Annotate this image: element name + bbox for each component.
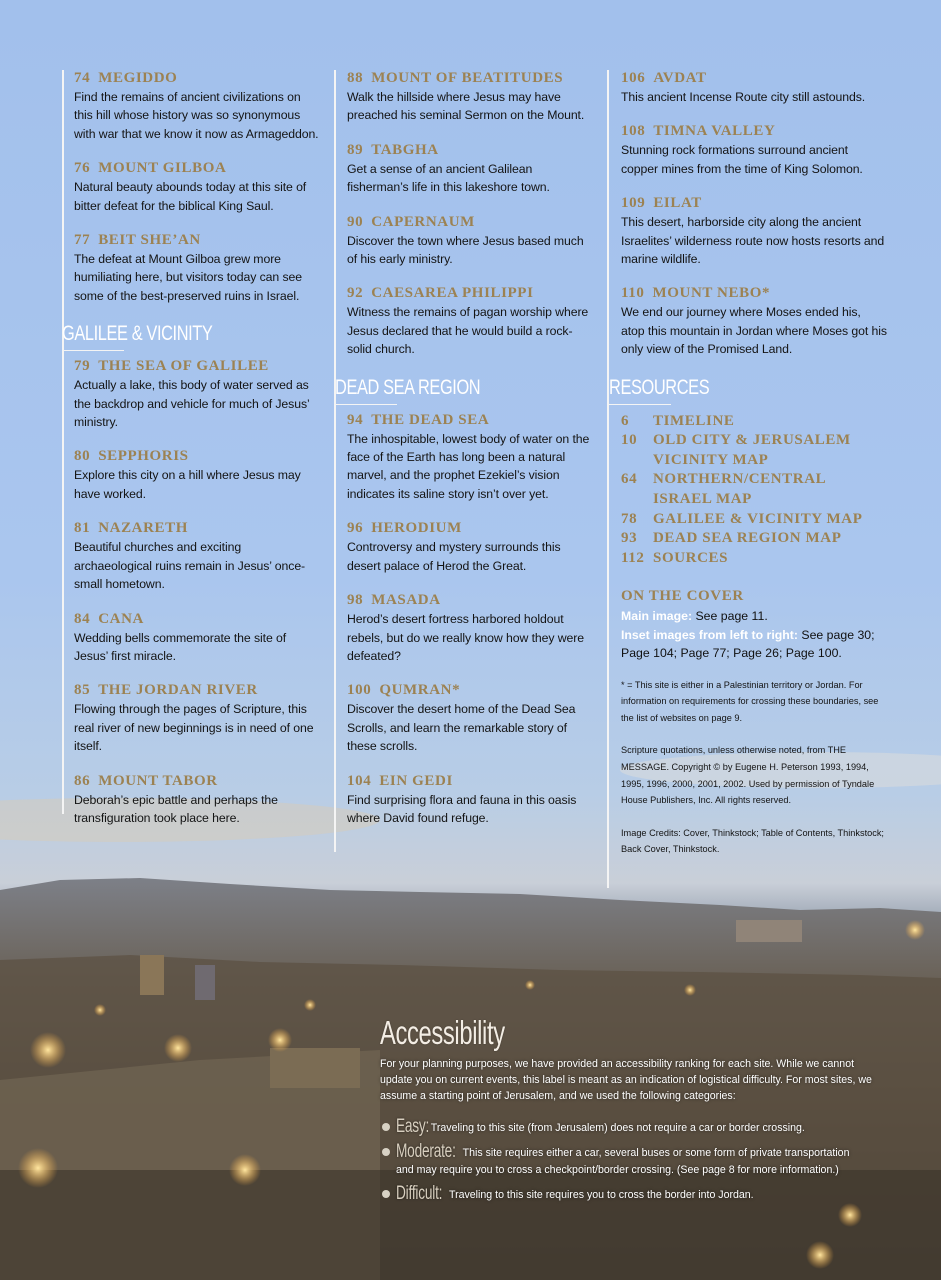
entry-heading: 74 MEGIDDO <box>74 70 178 86</box>
entry-heading: 94 THE DEAD SEA <box>347 411 490 428</box>
entry-description: Controversy and mystery surrounds this desert palace of Herod the Great. <box>347 540 561 573</box>
scripture-notice: Scripture quotations, unless otherwise noted, from THE MESSAGE. Copyright © by Eugene H. Peterson 1993, 1994, 1995, 1996, 2000, 2001, 2002. Used by permission of Tyndale House Publishers, Inc. All rights reserved. <box>621 745 875 806</box>
cover-info <box>621 588 887 662</box>
entry-list <box>74 70 322 305</box>
entry-description: Witness the remains of pagan worship where Jesus declared that he would build a rock-solid church. <box>347 305 589 357</box>
entry-description: Get a sense of an ancient Galilean fisherman’s life in this lakeshore town. <box>347 161 550 195</box>
resource-item[interactable]: 6 TIMELINE <box>621 412 735 429</box>
toc-entry[interactable] <box>621 70 887 106</box>
toc-entry[interactable] <box>347 412 596 504</box>
accessibility-panel <box>380 1014 880 1209</box>
toc-entry[interactable] <box>621 285 887 358</box>
image-credits: Image Credits: Cover, Thinkstock; Table of Contents, Thinkstock; Back Cover, Thinkstock. <box>621 827 884 855</box>
bullet-icon <box>382 1148 390 1156</box>
category-difficult: Difficult: Traveling to this site requires you to cross the border into Jordan. <box>380 1185 880 1205</box>
toc-entry[interactable] <box>621 195 887 268</box>
entry-list <box>347 412 596 828</box>
entry-heading: 84 CANA <box>74 610 144 627</box>
entry-description: The defeat at Mount Gilboa grew more humiliating here, but visitors today can see some of the best-preserved ruins in Israel. <box>74 252 302 303</box>
entry-heading: 96 HERODIUM <box>347 520 462 537</box>
entry-heading: 80 SEPPHORIS <box>74 448 189 465</box>
entry-description: Walk the hillside where Jesus may have preached his seminal Sermon on the Mount. <box>347 90 585 123</box>
toc-entry[interactable] <box>74 160 322 215</box>
entry-heading: 85 THE JORDAN RIVER <box>74 682 258 699</box>
entry-description: Stunning rock formations surround ancient copper mines from the time of King Solomon. <box>621 143 863 176</box>
toc-entry[interactable] <box>74 70 322 143</box>
bullet-icon <box>382 1123 390 1131</box>
toc-entry[interactable] <box>347 682 596 755</box>
section-heading-dead-sea: DEAD SEA REGION <box>335 376 596 400</box>
toc-entry[interactable] <box>74 611 322 666</box>
toc-entry[interactable] <box>74 448 322 503</box>
entry-heading: 89 TABGHA <box>347 141 439 158</box>
toc-entry[interactable] <box>74 773 322 828</box>
entry-heading: 86 MOUNT TABOR <box>74 772 218 789</box>
toc-entry[interactable] <box>74 232 322 305</box>
cover-heading: ON THE COVER <box>621 588 744 605</box>
toc-entry[interactable] <box>347 214 596 269</box>
toc-entry[interactable] <box>347 285 596 358</box>
entry-list <box>347 70 596 359</box>
entry-description: Deborah’s epic battle and perhaps the transfiguration took place here. <box>74 792 278 825</box>
entry-description: Wedding bells commemorate the site of Jesus’ first miracle. <box>74 630 287 663</box>
toc-entry[interactable] <box>74 358 322 431</box>
entry-description: Natural beauty abounds today at this site of bitter defeat for the biblical King Saul. <box>74 180 307 213</box>
entry-heading: 76 MOUNT GILBOA <box>74 160 227 177</box>
accessibility-title: Accessibility <box>380 1014 505 1051</box>
toc-entry[interactable] <box>74 520 322 593</box>
entry-heading: 108 TIMNA VALLEY <box>621 123 776 140</box>
category-moderate: Moderate: This site requires either a car, several buses or some form of private transportation and may require you to cross a checkpoint/border crossing. (See page 8 for more information.) <box>380 1143 880 1180</box>
section-heading-galilee: GALILEE & VICINITY <box>62 322 322 346</box>
footnote: * = This site is either in a Palestinian territory or Jordan. For information on requirements for crossing these boundaries, see the list of websites on page 9. <box>621 679 879 723</box>
toc-entry[interactable] <box>347 773 596 828</box>
section-heading-resources: RESOURCES <box>609 376 887 400</box>
resource-item[interactable]: 78 GALILEE & VICINITY MAP <box>621 510 863 527</box>
entry-heading: 109 EILAT <box>621 195 702 212</box>
entry-heading: 104 EIN GEDI <box>347 772 453 789</box>
toc-entry[interactable] <box>347 520 596 575</box>
cover-insets: Inset images from left to right: See page 30; Page 104; Page 77; Page 26; Page 100. <box>621 627 875 661</box>
entry-heading: 81 NAZARETH <box>74 520 189 537</box>
entry-description: Find surprising flora and fauna in this oasis where David found refuge. <box>347 792 577 825</box>
entry-description: We end our journey where Moses ended his, atop this mountain in Jordan where Moses got his only view of the Promised Land. <box>621 305 887 357</box>
resource-item[interactable]: 112 SOURCES <box>621 549 729 566</box>
entry-description: Discover the town where Jesus based much of his early ministry. <box>347 233 584 267</box>
entry-description: This ancient Incense Route city still astounds. <box>621 90 866 104</box>
toc-entry[interactable] <box>347 592 596 665</box>
entry-description: Actually a lake, this body of water served as the backdrop and vehicle for much of Jesus’ ministry. <box>74 378 310 430</box>
entry-description: Beautiful churches and exciting archaeological ruins remain in Jesus’ once-small hometown. <box>74 540 306 592</box>
toc-column-1 <box>62 70 322 825</box>
resource-item[interactable]: 10 OLD CITY & JERUSALEM VICINITY MAP <box>621 432 851 468</box>
resources-list <box>621 412 887 569</box>
cover-main: Main image: See page 11. <box>621 609 768 624</box>
entry-heading: 98 MASADA <box>347 592 441 609</box>
entry-description: Discover the desert home of the Dead Sea Scrolls, and learn the remarkable story of these scrolls. <box>347 702 576 754</box>
toc-column-2 <box>334 70 596 852</box>
entry-heading: 92 CAESAREA PHILIPPI <box>347 285 534 302</box>
entry-list <box>74 358 322 827</box>
entry-description: Explore this city on a hill where Jesus may have worked. <box>74 468 301 501</box>
entry-description: The inhospitable, lowest body of water on the face of the Earth has long been a natural marvel, and the prophet Ezekiel’s vision indicates its saline story isn’t over yet. <box>347 431 590 501</box>
entry-description: Herod’s desert fortress harbored holdout rebels, but do we really know how they were defeated? <box>347 612 584 663</box>
toc-column-3 <box>607 70 887 888</box>
entry-heading: 100 QUMRAN* <box>347 682 461 699</box>
toc-entry[interactable] <box>347 142 596 197</box>
entry-list <box>621 70 887 359</box>
entry-heading: 79 THE SEA OF GALILEE <box>74 358 269 375</box>
resource-item[interactable]: 64 NORTHERN/CENTRAL ISRAEL MAP <box>621 471 826 508</box>
toc-entry[interactable] <box>347 70 596 125</box>
entry-heading: 106 AVDAT <box>621 70 707 86</box>
entry-heading: 110 MOUNT NEBO* <box>621 285 771 302</box>
toc-entry[interactable] <box>621 123 887 178</box>
toc-entry[interactable] <box>74 682 322 755</box>
category-easy: Easy: Traveling to this site (from Jerusalem) does not require a car or border crossing. <box>380 1118 880 1138</box>
entry-heading: 88 MOUNT OF BEATITUDES <box>347 70 564 86</box>
bullet-icon <box>382 1190 390 1198</box>
entry-description: Find the remains of ancient civilizations on this hill whose history was so synonymous with war that we know it now as Armageddon. <box>74 90 319 141</box>
entry-description: Flowing through the pages of Scripture, this real river of new beginnings is in need of one itself. <box>74 702 314 754</box>
entry-heading: 77 BEIT SHE’AN <box>74 232 201 249</box>
entry-description: This desert, harborside city along the ancient Israelites’ wilderness route now hosts resorts and marine wildlife. <box>621 215 885 267</box>
resource-item[interactable]: 93 DEAD SEA REGION MAP <box>621 530 842 547</box>
entry-heading: 90 CAPERNAUM <box>347 213 475 230</box>
accessibility-intro: For your planning purposes, we have provided an accessibility ranking for each site. While we cannot update you on current events, this label is meant as an indication of logistical difficulty. For most sites, we assume a starting point of Jerusalem, and we used the following categories: <box>380 1058 872 1102</box>
